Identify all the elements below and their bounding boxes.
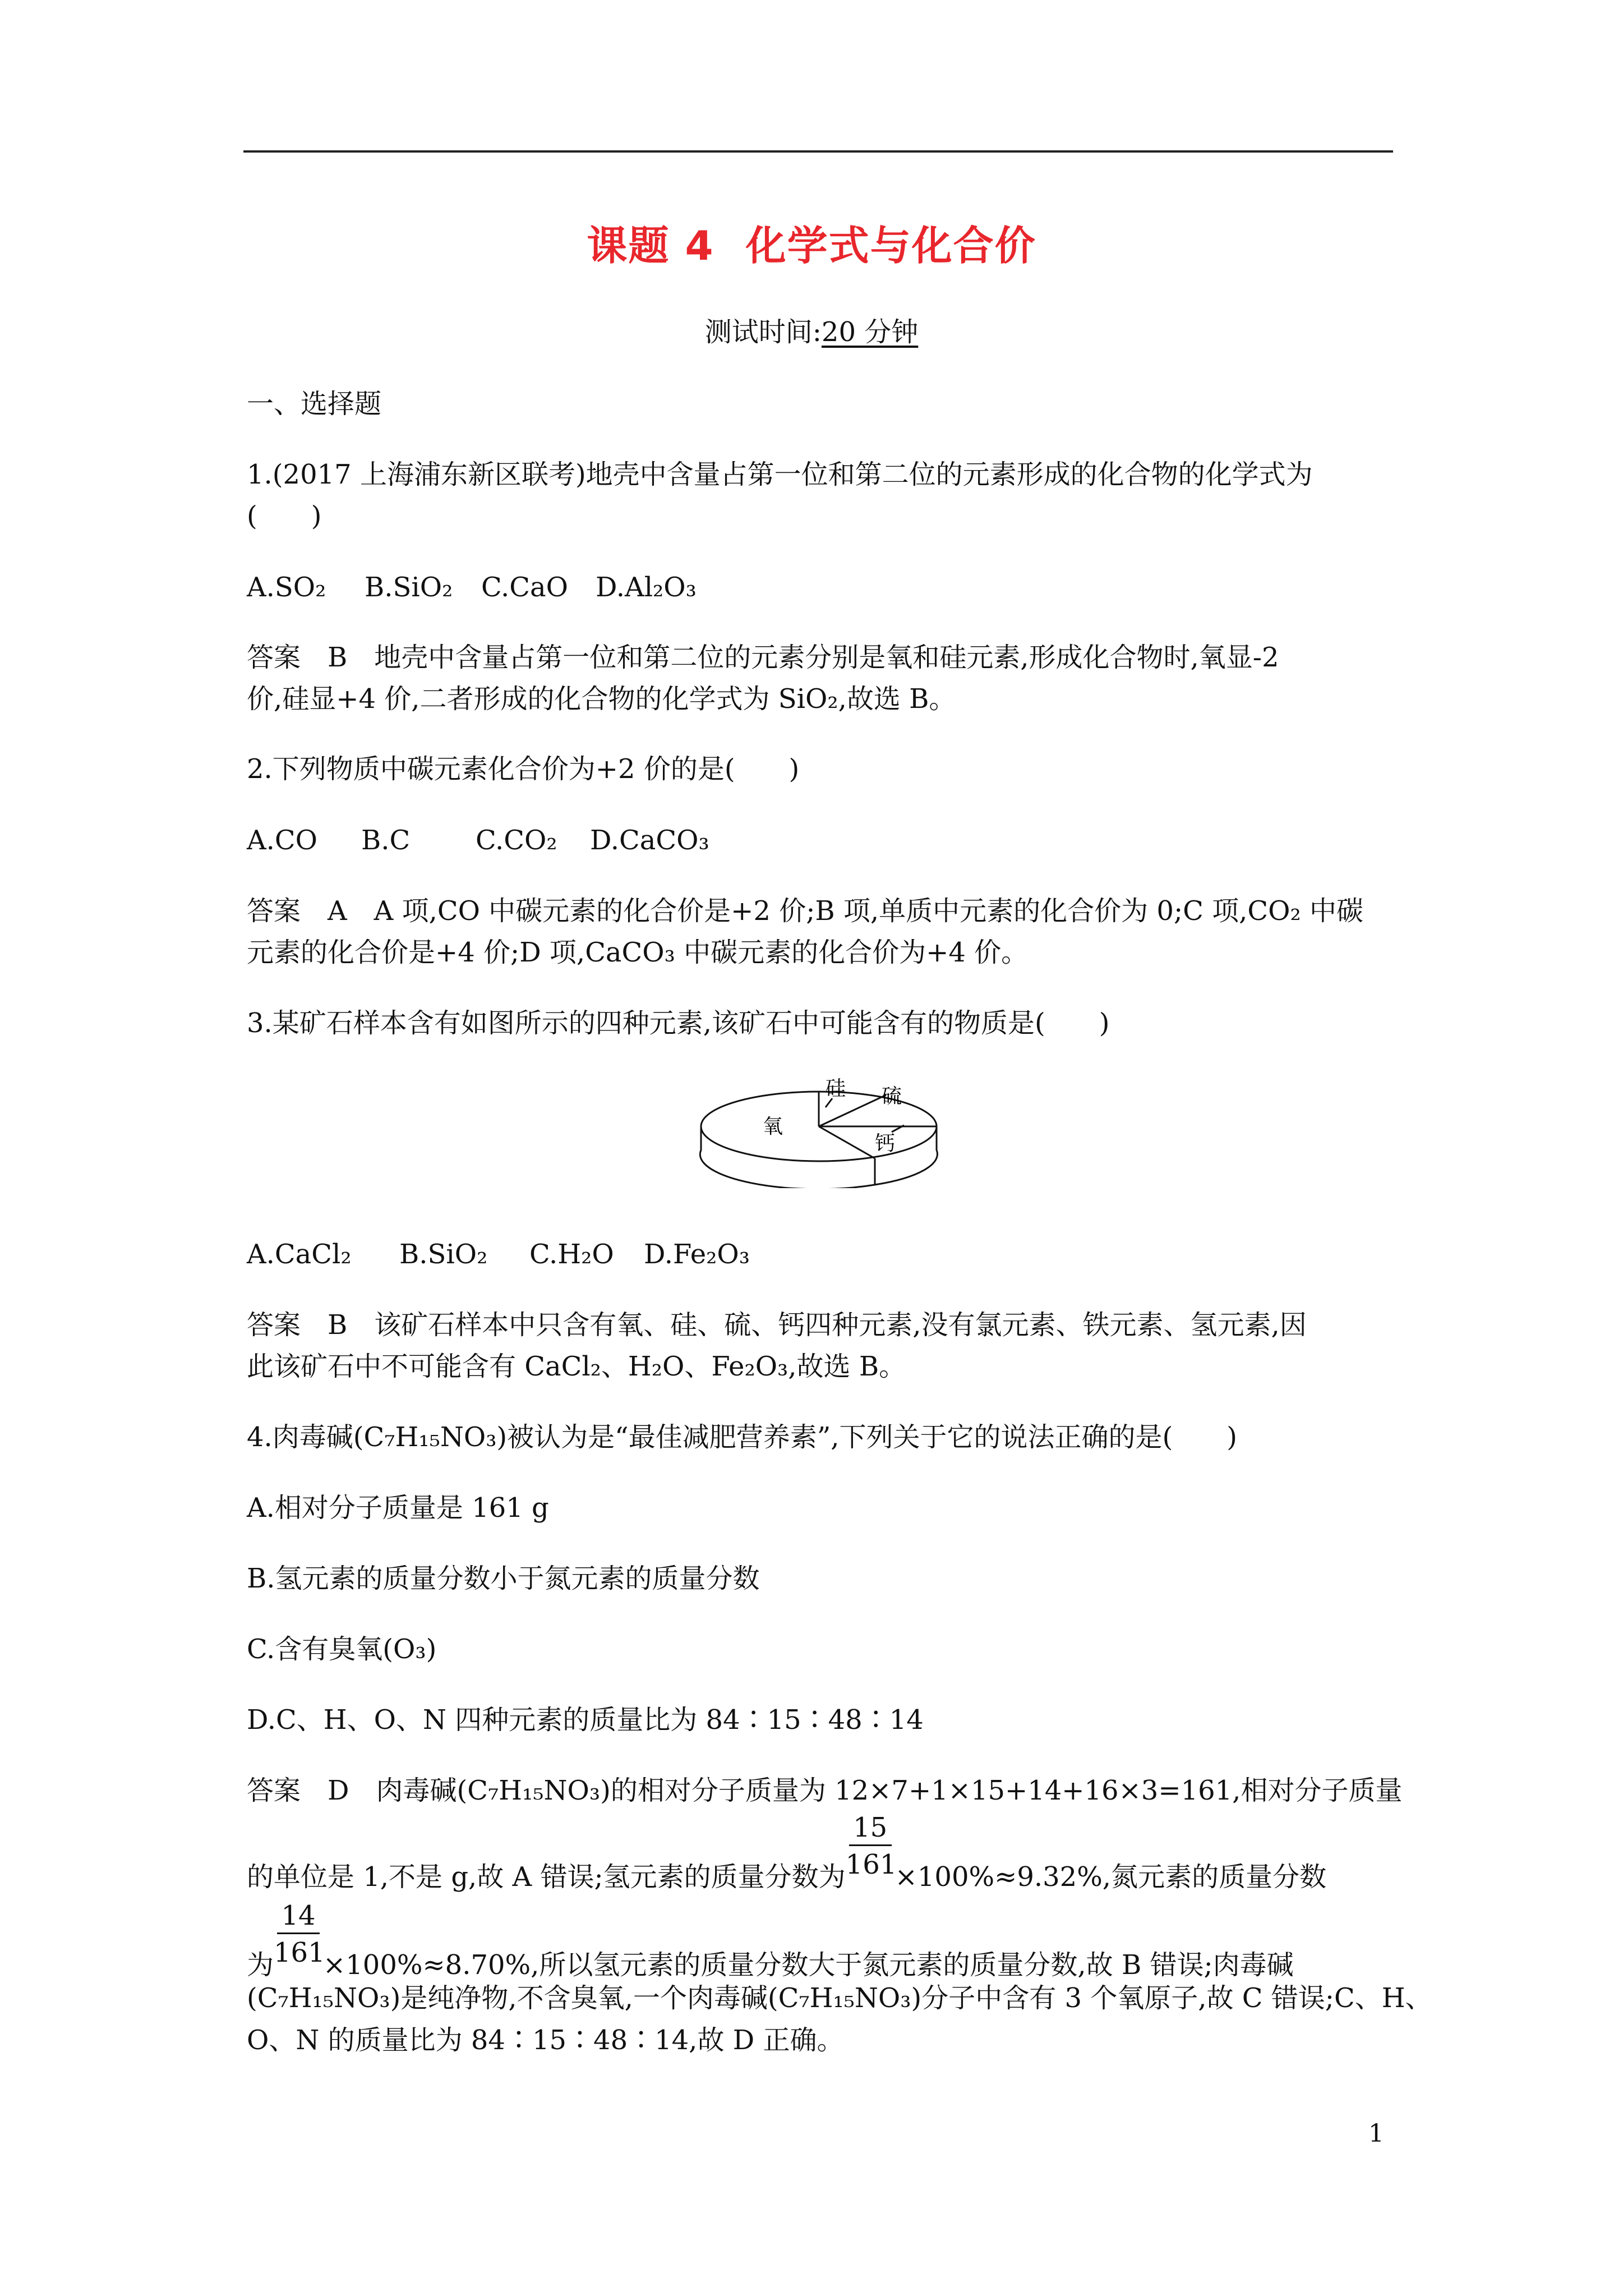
q3-options: [247, 1236, 750, 1272]
title-topic: 化学式与化合价: [745, 222, 1036, 269]
q2-stem: 2.下列物质中碳元素化合价为+2 价的是( ): [247, 753, 800, 785]
section-heading: 一、选择题: [247, 388, 382, 420]
fraction-hydrogen-bar: [849, 1844, 892, 1846]
q1-blank: ( ): [247, 500, 322, 532]
page-title: [0, 213, 1623, 272]
q4-answer-line-2: [247, 1812, 1327, 1895]
q4-option-d: D.C、H、O、N 四种元素的质量比为 84∶15∶48∶14: [247, 1704, 924, 1736]
q1-answer-line-1: 答案 B 地壳中含量占第一位和第二位的元素分别是氧和硅元素,形成化合物时,氧显-2: [247, 642, 1279, 673]
q2-option-d: D.CaCO₃: [590, 825, 709, 856]
label-silicon: 硅: [826, 1077, 846, 1100]
q3-option-b: B.SiO₂: [399, 1239, 488, 1270]
fraction-nitrogen-bar: [277, 1932, 320, 1934]
q2-answer-line-2: 元素的化合价是+4 价;D 项,CaCO₃ 中碳元素的化合价为+4 价。: [247, 937, 1029, 968]
pie-radius-front: [819, 1126, 875, 1158]
q4-answer-line-3a: 为: [247, 1949, 274, 1981]
q4-answer-line-5: O、N 的质量比为 84∶15∶48∶14,故 D 正确。: [247, 2024, 844, 2056]
q1-option-d: D.Al₂O₃: [596, 572, 697, 603]
label-oxygen: 氧: [763, 1115, 783, 1138]
q4-answer-line-2a: 的单位是 1,不是 g,故 A 错误;氢元素的质量分数为: [247, 1861, 846, 1893]
q4-answer-line-4: (C₇H₁₅NO₃)是纯净物,不含臭氧,一个肉毒碱(C₇H₁₅NO₃)分子中含有 3 个氧原子,故 C 错误;C、H、: [247, 1982, 1432, 2014]
q3-option-a: A.CaCl₂: [247, 1239, 352, 1270]
q2-option-b: B.C: [361, 825, 411, 856]
fraction-nitrogen-numerator: 14: [281, 1900, 316, 1931]
pie-side-left: [700, 1126, 875, 1188]
q4-answer-line-3: [247, 1900, 1294, 1983]
test-time: [0, 314, 1623, 350]
q2-option-a: A.CO: [247, 825, 317, 856]
q1-options: [247, 569, 697, 605]
fraction-hydrogen: [845, 1812, 897, 1886]
q4-answer-line-1: 答案 D 肉毒碱(C₇H₁₅NO₃)的相对分子质量为 12×7+1×15+14+16×3=161,相对分子质量: [247, 1775, 1403, 1806]
fraction-hydrogen-numerator: 15: [853, 1812, 888, 1843]
q3-option-c: C.H₂O: [529, 1239, 614, 1270]
q2-option-c: C.CO₂: [476, 825, 557, 856]
fraction-nitrogen-denominator: 161: [274, 1937, 325, 1968]
q4-stem: 4.肉毒碱(C₇H₁₅NO₃)被认为是“最佳减肥营养素”,下列关于它的说法正确的是( ): [247, 1421, 1237, 1453]
element-pie-figure: [695, 1076, 942, 1188]
q4-answer-line-2b: ×100%≈9.32%,氮元素的质量分数: [895, 1861, 1327, 1893]
q1-option-a: A.SO₂: [247, 572, 326, 603]
q4-option-a: A.相对分子质量是 161 g: [247, 1492, 549, 1524]
test-time-label: 测试时间:: [704, 316, 822, 348]
q1-option-c: C.CaO: [481, 572, 568, 603]
page-number: 1: [1368, 2119, 1384, 2148]
q4-answer-line-3b: ×100%≈8.70%,所以氢元素的质量分数大于氮元素的质量分数,故 B 错误;肉毒碱: [323, 1949, 1294, 1981]
fraction-hydrogen-denominator: 161: [845, 1849, 897, 1880]
q1-answer-line-2: 价,硅显+4 价,二者形成的化合物的化学式为 SiO₂,故选 B。: [247, 683, 956, 715]
q4-option-b: B.氢元素的质量分数小于氮元素的质量分数: [247, 1563, 760, 1594]
q3-answer-line-2: 此该矿石中不可能含有 CaCl₂、H₂O、Fe₂O₃,故选 B。: [247, 1351, 906, 1382]
test-time-value: 20 分钟: [821, 316, 919, 348]
q3-option-d: D.Fe₂O₃: [644, 1239, 750, 1270]
fraction-nitrogen: [274, 1900, 325, 1974]
title-lesson: 课题 4: [587, 222, 714, 269]
q1-option-b: B.SiO₂: [365, 572, 453, 603]
q3-answer-line-1: 答案 B 该矿石样本中只含有氧、硅、硫、钙四种元素,没有氯元素、铁元素、氢元素,因: [247, 1309, 1307, 1341]
q2-options: [247, 822, 709, 858]
header-rule: [243, 150, 1393, 153]
label-sulfur: 硫: [882, 1085, 902, 1108]
q3-stem: 3.某矿石样本含有如图所示的四种元素,该矿石中可能含有的物质是( ): [247, 1007, 1110, 1039]
q1-stem: 1.(2017 上海浦东新区联考)地壳中含量占第一位和第二位的元素形成的化合物的化学式为: [247, 459, 1313, 490]
label-calcium: 钙: [875, 1132, 896, 1155]
q4-option-c: C.含有臭氧(O₃): [247, 1634, 437, 1665]
q2-answer-line-1: 答案 A A 项,CO 中碳元素的化合价是+2 价;B 项,单质中元素的化合价为 0;C 项,CO₂ 中碳: [247, 895, 1363, 927]
